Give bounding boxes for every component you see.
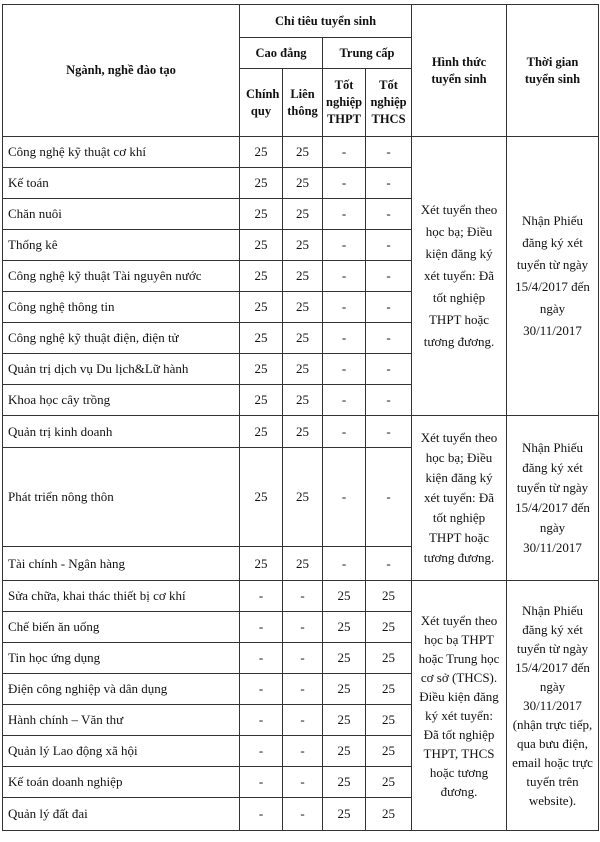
- quota-thcs: -: [366, 354, 412, 385]
- quota-lien-thong: 25: [283, 137, 323, 168]
- quota-lien-thong: -: [283, 643, 323, 674]
- hinh-thuc-group-2: Xét tuyển theo học bạ; Điều kiện đăng ký xét tuyển: Đã tốt nghiệp THPT hoặc tương đương.: [412, 416, 507, 581]
- program-name: Điện công nghiệp và dân dụng: [3, 674, 240, 705]
- quota-thcs: 25: [366, 736, 412, 767]
- header-thoi-gian: Thời gian tuyển sinh: [507, 5, 599, 137]
- quota-lien-thong: -: [283, 736, 323, 767]
- quota-thpt: 25: [323, 736, 366, 767]
- header-chinh-quy: Chính quy: [240, 69, 283, 137]
- admissions-table: [2, 4, 599, 831]
- header-hinh-thuc: Hình thức tuyển sinh: [412, 5, 507, 137]
- hinh-thuc-group-3: Xét tuyển theo học bạ THPT hoặc Trung học cơ sở (THCS). Điều kiện đăng ký xét tuyển: Đã tốt nghiệp THPT, THCS hoặc tương đương.: [412, 581, 507, 831]
- quota-thcs: 25: [366, 798, 412, 831]
- quota-chinh-quy: 25: [240, 354, 283, 385]
- hinh-thuc-group-1: Xét tuyển theo học bạ; Điều kiện đăng ký xét tuyển: Đã tốt nghiệp THPT hoặc tương đương.: [412, 137, 507, 416]
- quota-chinh-quy: 25: [240, 230, 283, 261]
- program-name: Sửa chữa, khai thác thiết bị cơ khí: [3, 581, 240, 612]
- quota-thpt: -: [323, 416, 366, 448]
- program-name: Tài chính - Ngân hàng: [3, 547, 240, 581]
- quota-lien-thong: -: [283, 767, 323, 798]
- quota-thcs: -: [366, 385, 412, 416]
- quota-thcs: 25: [366, 612, 412, 643]
- program-name: Thống kê: [3, 230, 240, 261]
- quota-chinh-quy: -: [240, 674, 283, 705]
- quota-lien-thong: 25: [283, 261, 323, 292]
- program-name: Quản trị dịch vụ Du lịch&Lữ hành: [3, 354, 240, 385]
- quota-thcs: 25: [366, 674, 412, 705]
- quota-thpt: 25: [323, 612, 366, 643]
- quota-chinh-quy: 25: [240, 199, 283, 230]
- quota-lien-thong: 25: [283, 416, 323, 448]
- program-name: Khoa học cây trồng: [3, 385, 240, 416]
- quota-thpt: -: [323, 547, 366, 581]
- quota-chinh-quy: 25: [240, 168, 283, 199]
- quota-chinh-quy: -: [240, 581, 283, 612]
- quota-thcs: 25: [366, 705, 412, 736]
- quota-lien-thong: -: [283, 581, 323, 612]
- program-name: Công nghệ kỹ thuật Tài nguyên nước: [3, 261, 240, 292]
- quota-thcs: 25: [366, 581, 412, 612]
- quota-lien-thong: 25: [283, 547, 323, 581]
- quota-lien-thong: 25: [283, 292, 323, 323]
- quota-chinh-quy: -: [240, 736, 283, 767]
- program-name: Hành chính – Văn thư: [3, 705, 240, 736]
- table-row: [3, 137, 599, 168]
- table-row: [3, 581, 599, 612]
- quota-thpt: 25: [323, 581, 366, 612]
- header-lien-thong: Liên thông: [283, 69, 323, 137]
- program-name: Công nghệ thông tin: [3, 292, 240, 323]
- quota-thcs: -: [366, 448, 412, 547]
- quota-chinh-quy: -: [240, 798, 283, 831]
- program-name: Công nghệ kỹ thuật cơ khí: [3, 137, 240, 168]
- quota-thpt: -: [323, 323, 366, 354]
- quota-thcs: -: [366, 230, 412, 261]
- header-chi-tieu: Chỉ tiêu tuyển sinh: [240, 5, 412, 38]
- quota-lien-thong: 25: [283, 323, 323, 354]
- quota-thpt: 25: [323, 767, 366, 798]
- program-name: Công nghệ kỹ thuật điện, điện tử: [3, 323, 240, 354]
- quota-thpt: -: [323, 385, 366, 416]
- quota-thpt: -: [323, 448, 366, 547]
- quota-chinh-quy: -: [240, 705, 283, 736]
- quota-thcs: -: [366, 199, 412, 230]
- quota-chinh-quy: 25: [240, 323, 283, 354]
- program-name: Quản trị kinh doanh: [3, 416, 240, 448]
- quota-chinh-quy: 25: [240, 385, 283, 416]
- quota-lien-thong: 25: [283, 168, 323, 199]
- header-tn-thpt: Tốt nghiệp THPT: [323, 69, 366, 137]
- quota-thcs: -: [366, 416, 412, 448]
- quota-thcs: -: [366, 323, 412, 354]
- header-cao-dang: Cao đẳng: [240, 38, 323, 69]
- header-tn-thcs: Tốt nghiệp THCS: [366, 69, 412, 137]
- quota-thcs: -: [366, 137, 412, 168]
- quota-thcs: -: [366, 168, 412, 199]
- program-name: Tin học ứng dụng: [3, 643, 240, 674]
- program-name: Chế biến ăn uống: [3, 612, 240, 643]
- quota-thcs: -: [366, 547, 412, 581]
- quota-lien-thong: -: [283, 674, 323, 705]
- quota-lien-thong: 25: [283, 199, 323, 230]
- quota-thpt: -: [323, 292, 366, 323]
- thoi-gian-group-2: Nhận Phiếu đăng ký xét tuyển từ ngày 15/4/2017 đến ngày 30/11/2017: [507, 416, 599, 581]
- quota-chinh-quy: 25: [240, 416, 283, 448]
- quota-lien-thong: -: [283, 705, 323, 736]
- quota-thpt: 25: [323, 674, 366, 705]
- quota-thcs: -: [366, 292, 412, 323]
- quota-lien-thong: -: [283, 798, 323, 831]
- quota-thpt: 25: [323, 705, 366, 736]
- quota-lien-thong: 25: [283, 230, 323, 261]
- quota-chinh-quy: -: [240, 612, 283, 643]
- quota-lien-thong: 25: [283, 448, 323, 547]
- header-trung-cap: Trung cấp: [323, 38, 412, 69]
- quota-chinh-quy: 25: [240, 292, 283, 323]
- quota-lien-thong: -: [283, 612, 323, 643]
- header-nganh: Ngành, nghề đào tạo: [3, 5, 240, 137]
- quota-chinh-quy: 25: [240, 448, 283, 547]
- quota-thcs: 25: [366, 643, 412, 674]
- program-name: Phát triển nông thôn: [3, 448, 240, 547]
- quota-lien-thong: 25: [283, 385, 323, 416]
- program-name: Chăn nuôi: [3, 199, 240, 230]
- quota-chinh-quy: 25: [240, 547, 283, 581]
- quota-chinh-quy: 25: [240, 137, 283, 168]
- program-name: Quản lý đất đai: [3, 798, 240, 831]
- quota-thcs: -: [366, 261, 412, 292]
- quota-thpt: -: [323, 199, 366, 230]
- quota-lien-thong: 25: [283, 354, 323, 385]
- quota-chinh-quy: -: [240, 643, 283, 674]
- program-name: Quản lý Lao động xã hội: [3, 736, 240, 767]
- quota-chinh-quy: 25: [240, 261, 283, 292]
- quota-thpt: -: [323, 230, 366, 261]
- quota-thpt: -: [323, 261, 366, 292]
- quota-thpt: -: [323, 137, 366, 168]
- table-row: [3, 416, 599, 448]
- quota-thpt: -: [323, 168, 366, 199]
- thoi-gian-group-1: Nhận Phiếu đăng ký xét tuyển từ ngày 15/4/2017 đến ngày 30/11/2017: [507, 137, 599, 416]
- program-name: Kế toán: [3, 168, 240, 199]
- program-name: Kế toán doanh nghiệp: [3, 767, 240, 798]
- quota-thpt: 25: [323, 643, 366, 674]
- thoi-gian-group-3: Nhận Phiếu đăng ký xét tuyển từ ngày 15/4/2017 đến ngày 30/11/2017 (nhận trực tiếp, qua bưu điện, email hoặc trực tuyến trên website).: [507, 581, 599, 831]
- quota-thpt: 25: [323, 798, 366, 831]
- quota-thcs: 25: [366, 767, 412, 798]
- quota-chinh-quy: -: [240, 767, 283, 798]
- document-page: [2, 4, 599, 831]
- quota-thpt: -: [323, 354, 366, 385]
